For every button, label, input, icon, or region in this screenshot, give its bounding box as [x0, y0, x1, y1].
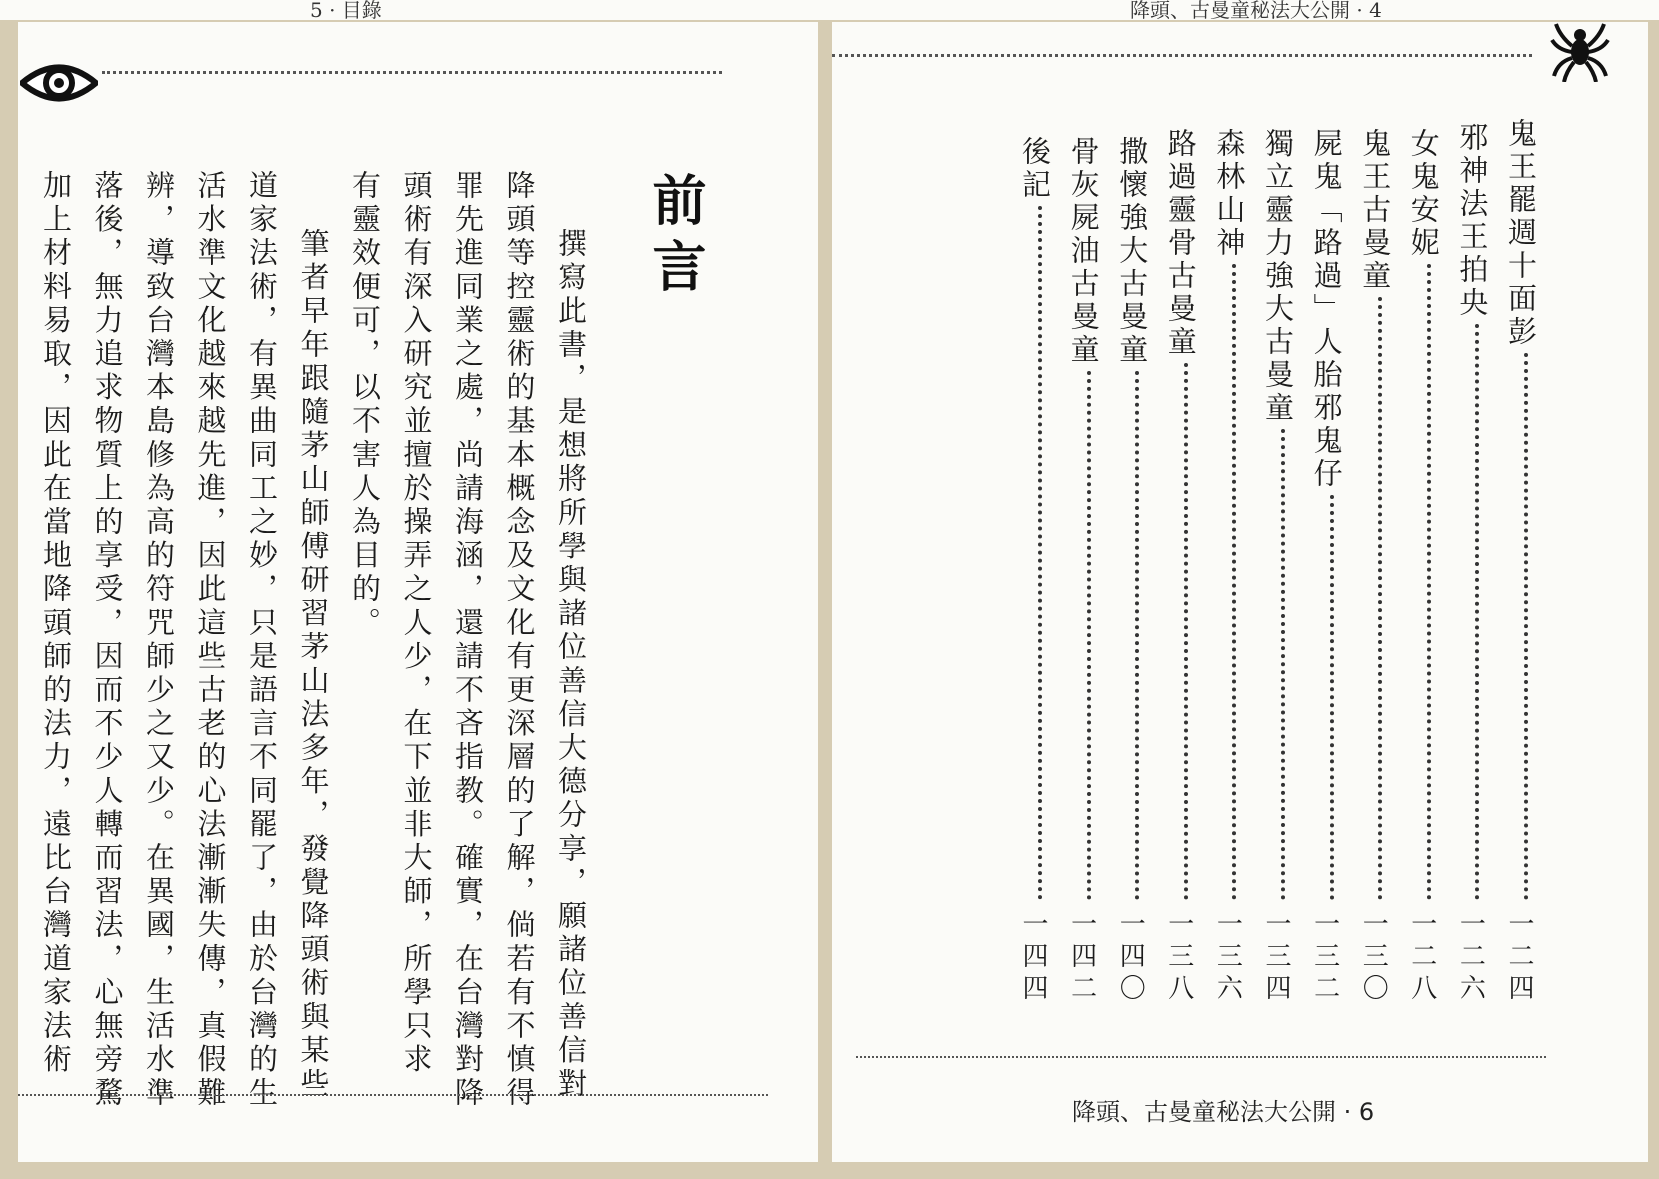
toc-entry [1117, 22, 1157, 1102]
toc-page-number: 一二八 [1406, 910, 1437, 1006]
previous-spread-strip [0, 0, 1659, 20]
preface-column: 罪先進同業之處，尚請海涵，還請不吝指教。確實，在台灣對降 [451, 170, 485, 1111]
toc-page-number: 一四四 [1018, 910, 1048, 1006]
toc-page-number: 一三〇 [1358, 910, 1389, 1006]
toc-page-number: 一三二 [1309, 910, 1340, 1006]
toc-entry [1214, 22, 1254, 1102]
preface-column: 加上材料易取，因此在當地降頭師的法力，遠比台灣道家法術 [39, 170, 73, 1078]
header-dotted-rule [102, 71, 722, 74]
toc-entry [1020, 22, 1060, 1102]
toc-dot-leader [1475, 324, 1479, 900]
toc-dot-leader [1281, 429, 1285, 900]
preface-column: 辨，導致台灣本島修為高的符咒師少之又少。在異國，生活水準 [142, 170, 176, 1111]
toc-entry-title: 鬼王古曼童 [1358, 128, 1393, 293]
toc-entry-title: 撒懷強大古曼童 [1115, 136, 1150, 367]
toc-entry-title: 鬼王罷週十面彭 [1504, 118, 1538, 349]
toc-entry [1309, 22, 1352, 1102]
preface-column: 道家法術，有異曲同工之妙，只是語言不同罷了，由於台灣的生 [245, 170, 279, 1111]
toc-dot-leader [1184, 363, 1188, 900]
page-footer: 降頭、古曼童秘法大公開 · 6 [1072, 1098, 1375, 1126]
spider-icon [1550, 22, 1610, 82]
toc-page-number: 一三六 [1212, 910, 1243, 1006]
toc-entry-title: 獨立靈力強大古曼童 [1261, 128, 1295, 425]
toc-entry [1406, 22, 1449, 1102]
toc-entry-title: 後記 [1018, 136, 1052, 202]
toc-entry-title: 女鬼安妮 [1406, 128, 1441, 260]
toc-entry [1457, 22, 1497, 1102]
toc-dot-leader [1427, 264, 1431, 900]
toc-dot-leader [1038, 206, 1042, 900]
preface-column: 撰寫此書，是想將所學與諸位善信大德分享，願諸位善信對 [554, 228, 588, 1102]
previous-right-page-label: 降頭、古曼童秘法大公開 · 4 [1130, 0, 1382, 20]
toc-dot-leader [1524, 353, 1528, 900]
toc-page-number: 一三四 [1261, 910, 1291, 1006]
right-page-toc [832, 22, 1648, 1162]
toc-entry-title: 路過靈骨古曼童 [1163, 128, 1198, 359]
toc-page-number: 一三八 [1163, 910, 1194, 1006]
preface-column: 有靈效便可，以不害人為目的。 [348, 170, 382, 641]
toc-entry-title: 森林山神 [1212, 128, 1247, 260]
toc-dot-leader [1232, 264, 1236, 900]
toc-entry [1163, 22, 1206, 1102]
footer-dotted-rule [18, 1094, 768, 1096]
footer-dotted-rule [856, 1056, 1546, 1058]
toc-entry-title: 屍鬼「路過」人胎邪鬼仔 [1309, 128, 1344, 491]
toc-entry [1066, 22, 1109, 1102]
toc-dot-leader [1135, 371, 1139, 900]
toc-dot-leader [1087, 371, 1091, 900]
toc-page-number: 一四〇 [1115, 910, 1146, 1006]
toc-page-number: 一四二 [1066, 910, 1097, 1006]
toc-dot-leader [1330, 495, 1334, 900]
preface-column: 筆者早年跟隨茅山師傅研習茅山法多年，發覺降頭術與某些 [296, 228, 331, 1102]
toc-page-number: 一二四 [1504, 910, 1534, 1006]
preface-column: 頭術有深入研究並擅於操弄之人少，在下並非大師，所學只求 [399, 170, 434, 1078]
page-title: 前言 [644, 172, 707, 304]
toc-entry-title: 邪神法王拍央 [1455, 122, 1490, 320]
toc-dot-leader [1378, 297, 1382, 900]
left-page-preface [18, 22, 818, 1162]
toc-entry [1360, 22, 1400, 1102]
toc-entry [1506, 22, 1546, 1102]
toc-entry-title: 骨灰屍油古曼童 [1066, 136, 1101, 367]
preface-column: 落後，無力追求物質上的享受，因而不少人轉而習法，心無旁騖 [90, 170, 125, 1111]
toc-page-number: 一二六 [1455, 910, 1486, 1006]
preface-column: 活水準文化越來越先進，因此這些古老的心法漸漸失傳，真假難 [193, 170, 228, 1111]
eye-icon [20, 58, 98, 108]
toc-entry [1263, 22, 1303, 1102]
previous-left-page-label: 5 · 目錄 [310, 0, 382, 20]
preface-column: 降頭等控靈術的基本概念及文化有更深層的了解，倘若有不慎得 [502, 170, 537, 1111]
